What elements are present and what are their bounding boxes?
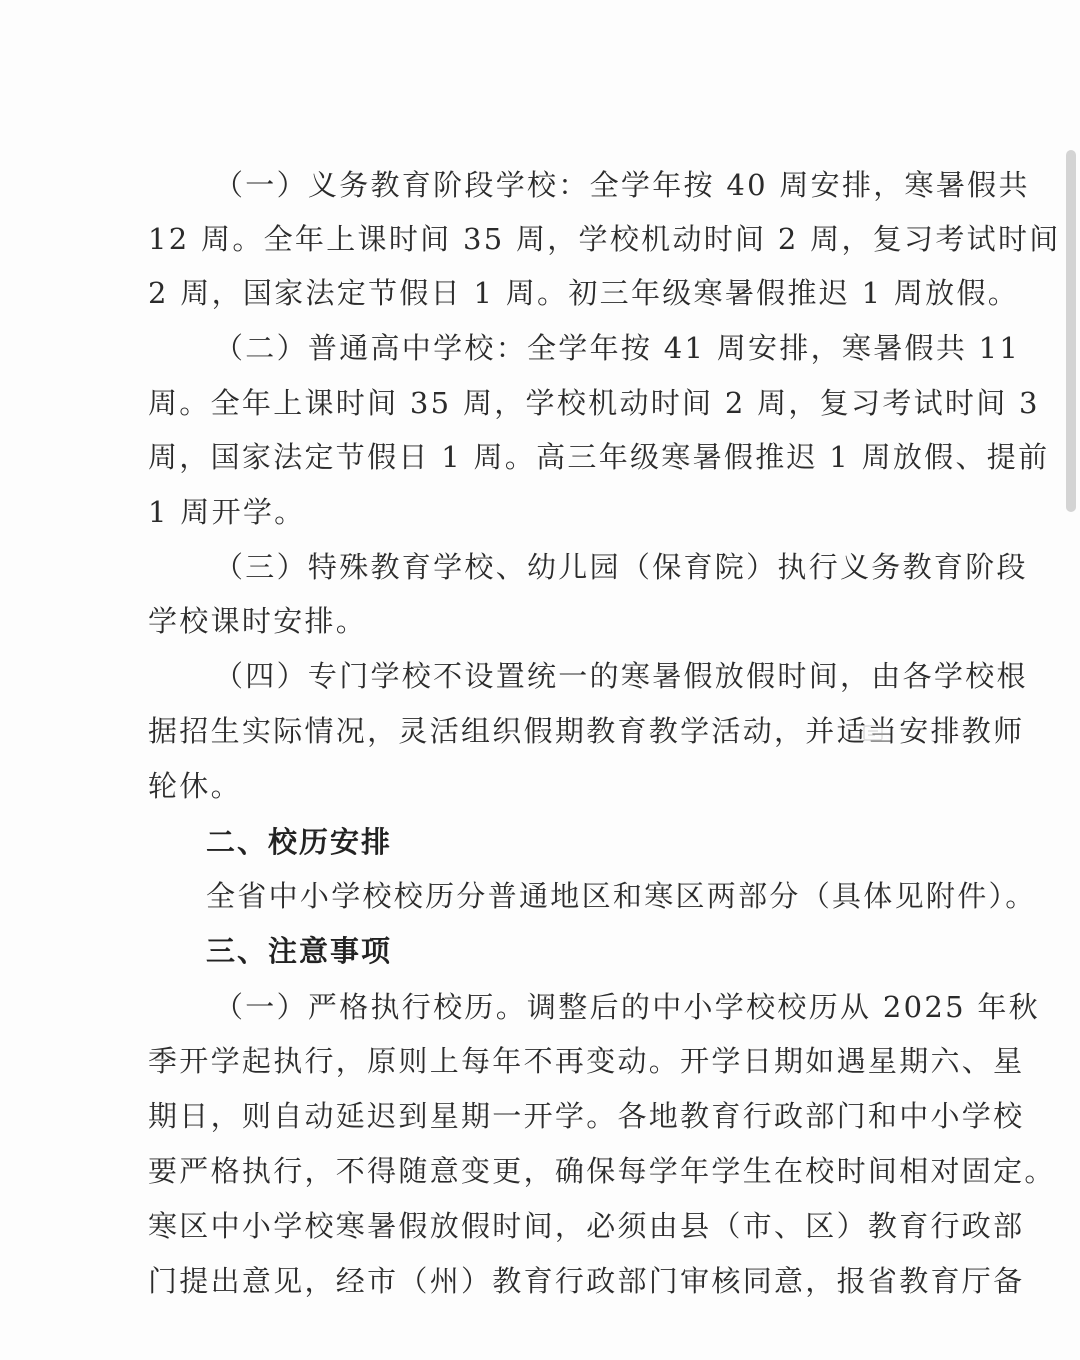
paragraph-1-line-3: 2 周，国家法定节假日 1 周。初三年级寒暑假推迟 1 周放假。 — [148, 276, 1020, 310]
scrollbar[interactable] — [1062, 0, 1080, 1360]
paragraph-1-line-2: 12 周。全年上课时间 35 周，学校机动时间 2 周，复习考试时间 — [148, 222, 1061, 256]
paragraph-2-line-3: 周，国家法定节假日 1 周。高三年级寒暑假推迟 1 周放假、提前 — [148, 440, 1050, 474]
paragraph-5-line-2: 季开学起执行，原则上每年不再变动。开学日期如遇星期六、星 — [148, 1044, 1025, 1078]
paragraph-5-line-5: 寒区中小学校寒暑假放假时间，必须由县（市、区）教育行政部 — [148, 1209, 1025, 1243]
paragraph-2-line-1: （二）普通高中学校：全学年按 41 周安排，寒暑假共 11 — [214, 331, 1021, 365]
paragraph-3-line-2: 学校课时安排。 — [148, 604, 368, 638]
section-heading-2: 二、校历安排 — [206, 825, 393, 859]
paragraph-5-line-4: 要严格执行，不得随意变更，确保每学年学生在校时间相对固定。 — [148, 1154, 1056, 1188]
paragraph-5-line-3: 期日，则自动延迟到星期一开学。各地教育行政部门和中小学校 — [148, 1099, 1025, 1133]
paragraph-4-line-2: 据招生实际情况，灵活组织假期教育教学活动，并适当安排教师 — [148, 714, 1025, 748]
paragraph-5-line-6: 门提出意见，经市（州）教育行政部门审核同意，报省教育厅备 — [148, 1264, 1025, 1298]
section-2-text: 全省中小学校校历分普通地区和寒区两部分（具体见附件）。 — [206, 879, 1037, 913]
paragraph-4-line-1: （四）专门学校不设置统一的寒暑假放假时间，由各学校根 — [214, 659, 1028, 693]
paragraph-5-line-1: （一）严格执行校历。调整后的中小学校校历从 2025 年秋 — [214, 990, 1040, 1024]
paragraph-1-line-1: （一）义务教育阶段学校：全学年按 40 周安排，寒暑假共 — [214, 168, 1030, 202]
scrollbar-thumb[interactable] — [1066, 150, 1076, 512]
watermark-icon — [862, 722, 884, 744]
section-heading-3: 三、注意事项 — [206, 934, 393, 968]
paragraph-4-line-3: 轮休。 — [148, 769, 242, 803]
paragraph-2-line-2: 周。全年上课时间 35 周，学校机动时间 2 周，复习考试时间 3 — [148, 386, 1040, 420]
paragraph-2-line-4: 1 周开学。 — [148, 495, 306, 529]
paragraph-3-line-1: （三）特殊教育学校、幼儿园（保育院）执行义务教育阶段 — [214, 550, 1028, 584]
